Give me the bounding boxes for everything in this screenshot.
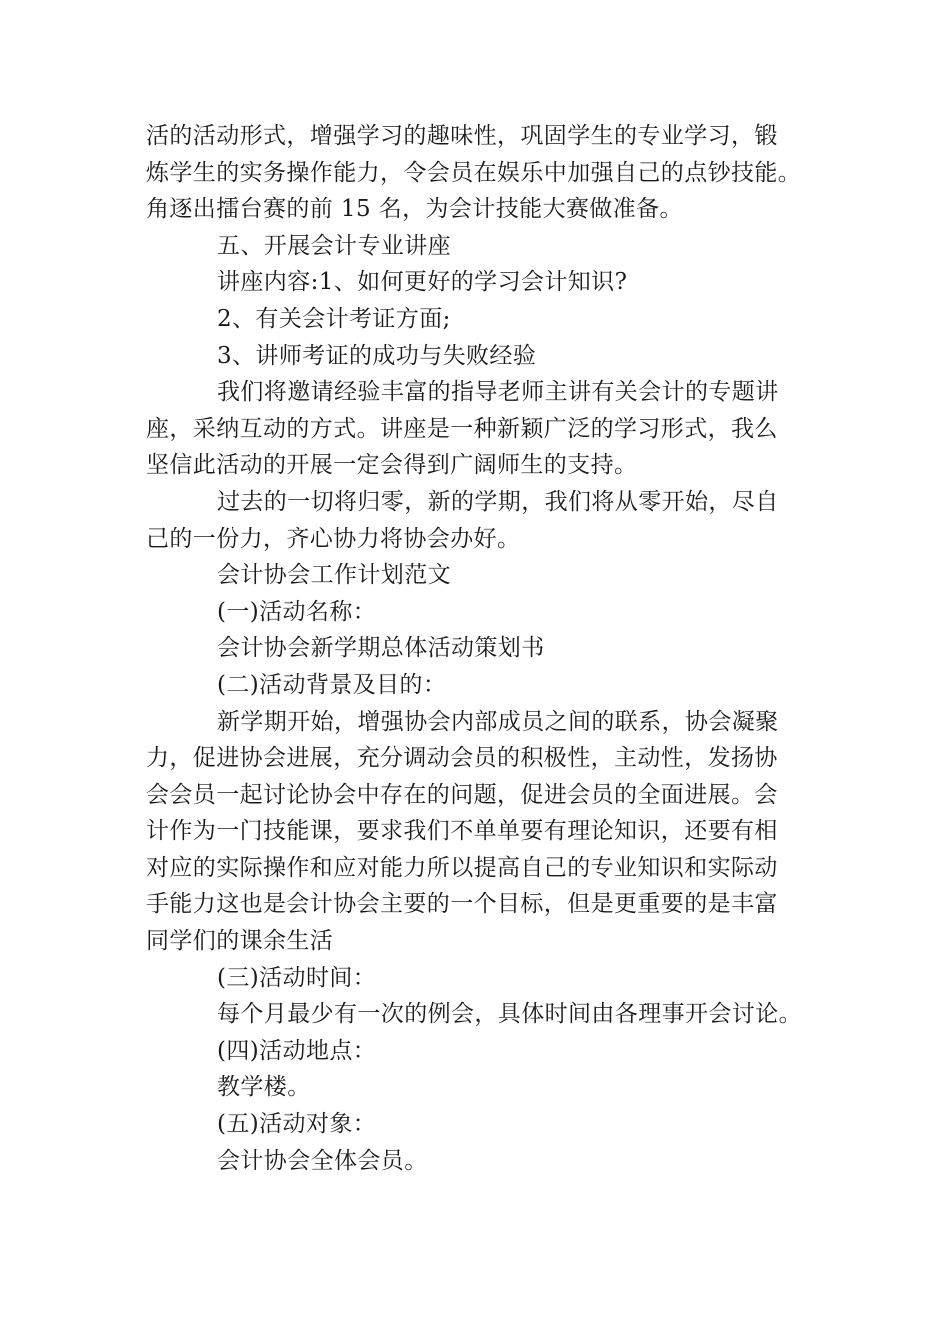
text-line: 教学楼。	[217, 1074, 311, 1101]
section-heading: (二)活动背景及目的：	[217, 671, 447, 698]
text-line: 过去的一切将归零，新的学期，我们将从零开始，尽自	[217, 488, 779, 515]
section-heading: (四)活动地点：	[217, 1037, 377, 1064]
text-line: 讲座内容:1、如何更好的学习会计知识?	[217, 269, 628, 296]
text-line: 每个月最少有一次的例会，具体时间由各理事开会讨论。	[217, 1001, 802, 1028]
text-line: 2、有关会计考证方面;	[217, 305, 451, 332]
text-line: 活的活动形式，增强学习的趣味性，巩固学生的专业学习，锻	[146, 123, 778, 149]
text-line: 会会员一起讨论协会中存在的问题，促进会员的全面进展。会	[146, 781, 778, 808]
text-line: 炼学生的实务操作能力，令会员在娱乐中加强自己的点钞技能。	[146, 159, 802, 186]
text-line: 会计协会全体会员。	[217, 1147, 428, 1174]
text-line: 同学们的课余生活	[146, 928, 334, 955]
text-line: 手能力这也是会计协会主要的一个目标，但是更重要的是丰富	[146, 891, 778, 918]
document-title: 会计协会工作计划范文	[217, 562, 451, 589]
text-line: 己的一份力，齐心协力将协会办好。	[146, 525, 521, 552]
text-line: 计作为一门技能课，要求我们不单单要有理论知识，还要有相	[146, 818, 778, 845]
text-line: 对应的实际操作和应对能力所以提高自己的专业知识和实际动	[146, 854, 778, 881]
text-line: 会计协会新学期总体活动策划书	[217, 635, 545, 662]
section-heading: (三)活动时间：	[217, 964, 377, 991]
section-heading: (一)活动名称：	[217, 598, 377, 625]
text-line: 坚信此活动的开展一定会得到广阔师生的支持。	[146, 452, 638, 479]
document-body	[146, 118, 826, 1179]
text-line: 新学期开始，增强协会内部成员之间的联系，协会凝聚	[217, 708, 779, 735]
text-line: 3、讲师考证的成功与失败经验	[217, 342, 537, 369]
section-heading: 五、开展会计专业讲座	[217, 232, 451, 259]
text-line: 我们将邀请经验丰富的指导老师主讲有关会计的专题讲	[217, 379, 779, 406]
section-heading: (五)活动对象：	[217, 1111, 377, 1138]
text-line: 座，采纳互动的方式。讲座是一种新颖广泛的学习形式，我么	[146, 415, 778, 442]
text-line: 力，促进协会进展，充分调动会员的积极性，主动性，发扬协	[146, 745, 778, 772]
text-line: 角逐出擂台赛的前 15 名，为会计技能大赛做准备。	[146, 196, 683, 223]
